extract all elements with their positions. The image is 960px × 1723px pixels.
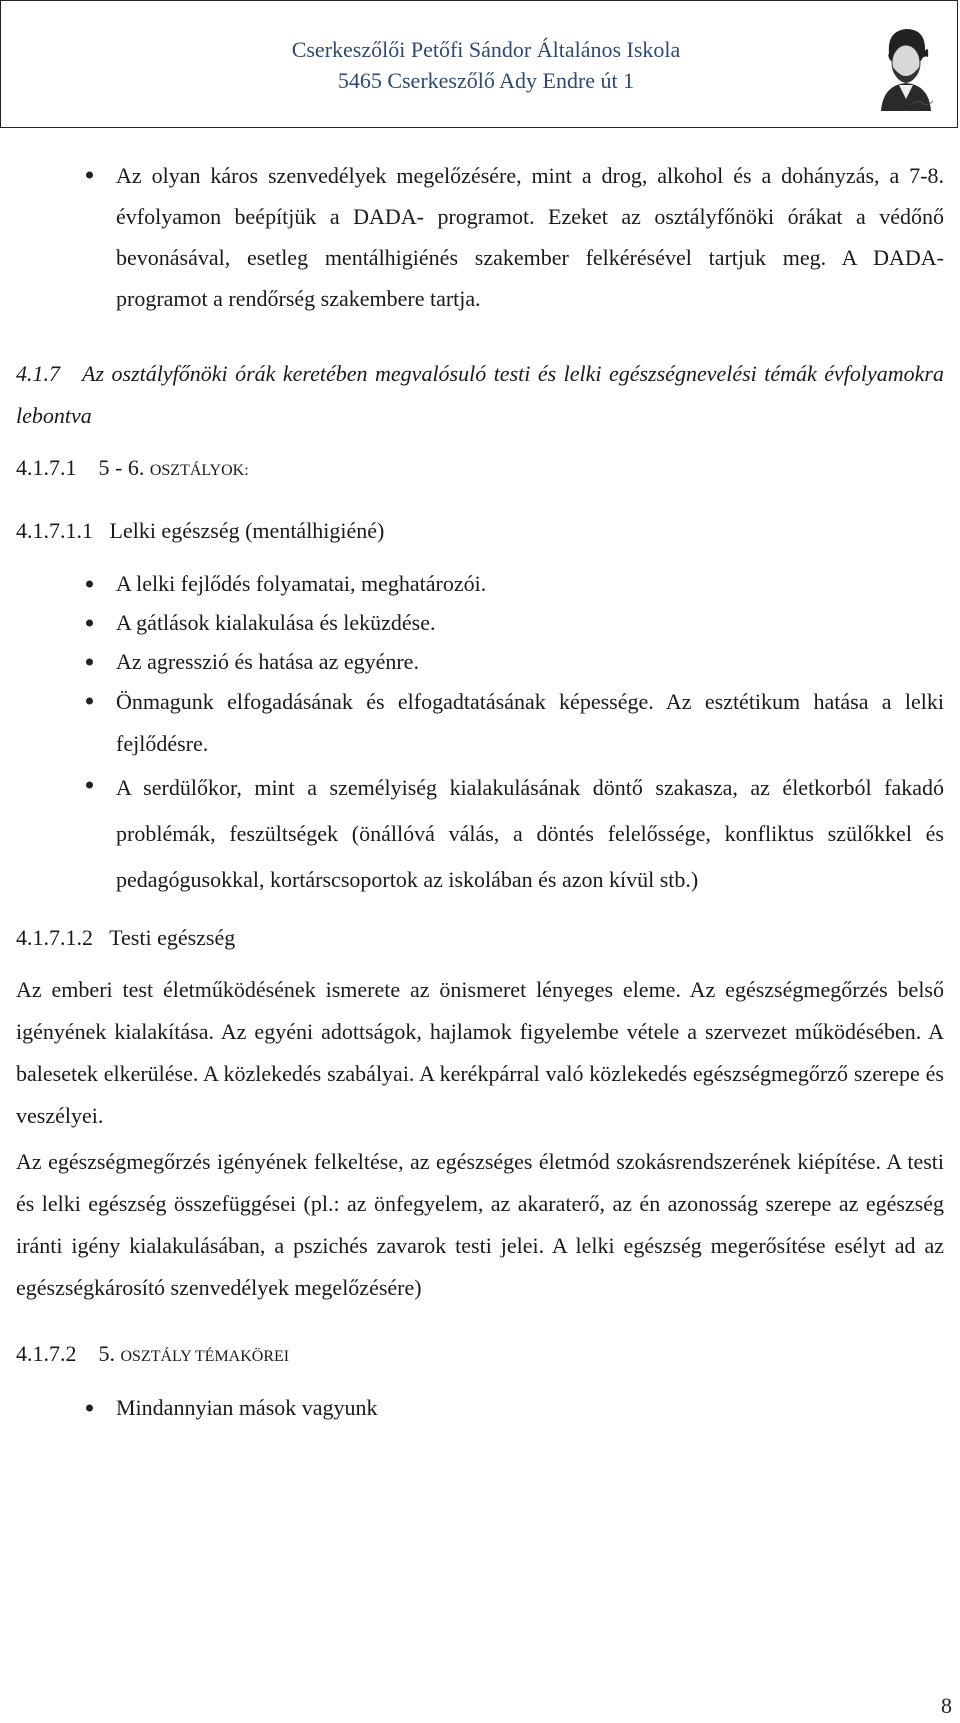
paragraph: Az emberi test életműködésének ismerete az önismeret lényeges eleme. Az egészségmegőrzés belső igényének kialakítása. Az egyéni adottságok, hajlamok figyelembe vétele a szervezet működésében. A balesetek elkerülése. A közlekedés szabályai. A kerékpárral való közlekedés egészségmegőrző szerepe és veszélyei. [16, 977, 944, 1128]
heading-title-prefix: 5 - 6. [98, 455, 145, 480]
heading-title: Az osztályfőnöki órák keretében megvalósuló testi és lelki egészségnevelési témák évfolyamokra lebontva [16, 361, 944, 428]
heading-number: 4.1.7 [16, 361, 60, 386]
mental-health-list [16, 564, 944, 903]
heading-title-prefix: 5. [98, 1341, 115, 1366]
page-number: 8 [941, 1693, 952, 1718]
bullet-dot [86, 782, 93, 789]
portrait-icon [871, 23, 941, 111]
bullet-dot [86, 172, 93, 179]
list-item-text: A serdülőkor, mint a személyiség kialakulásának döntő szakasza, az életkorból fakadó problémák, feszültségek (önállóvá válás, a döntés felelőssége, konfliktus szülőkkel és pedagógusokkal, kortárscsoportok az iskolában és azon kívül stb.) [116, 775, 944, 892]
intro-bullet-item [16, 155, 944, 319]
list-item [16, 765, 944, 903]
list-item [16, 1388, 944, 1428]
list-item [16, 642, 944, 681]
heading-title-smallcaps: OSZTÁLYOK: [149, 462, 249, 479]
paragraph: Az egészségmegőrzés igényének felkeltése, az egészséges életmód szokásrendszerének kiépítése. A testi és lelki egészség összefüggései (pl.: az önfegyelem, az akaraterő, az én azonosság szerepe az egészség iránti igény kialakulásában, a pszichés zavarok testi jelei. A lelki egészség megerősítése esélyt ad az egészségkárosító szenvedélyek megelőzésére) [16, 1149, 944, 1300]
heading-title: Testi egészség [109, 925, 236, 950]
heading-4-1-7 [16, 353, 944, 437]
list-item-text: Mindannyian mások vagyunk [116, 1395, 378, 1420]
document-body [16, 155, 944, 1428]
heading-number: 4.1.7.2 [16, 1341, 77, 1366]
school-address: 5465 Cserkeszőlő Ady Endre út 1 [337, 68, 635, 93]
school-name: Cserkeszőlői Petőfi Sándor Általános Iskola [291, 37, 681, 62]
page-header [0, 0, 958, 128]
list-item [16, 603, 944, 642]
heading-number: 4.1.7.1 [16, 455, 77, 480]
intro-bullet-text: Az olyan káros szenvedélyek megelőzésére, mint a drog, alkohol és a dohányzás, a 7-8. évfolyamon beépítjük a DADA- programot. Ezeket az osztályfőnöki órákat a védőnő bevonásával, esetleg mentálhigiénés szakember felkérésével tartjuk meg. A DADA- programot a rendőrség szakembere tartja. [116, 163, 944, 311]
list-item [16, 681, 944, 765]
list-item-text: A lelki fejlődés folyamatai, meghatározói. [116, 571, 487, 596]
list-item-text: A gátlások kialakulása és leküzdése. [116, 610, 436, 635]
bullet-dot [86, 698, 93, 705]
heading-4-1-7-1-2 [16, 923, 944, 953]
heading-number: 4.1.7.1.1 [16, 518, 93, 543]
bullet-dot [86, 659, 93, 666]
heading-title: Lelki egészség (mentálhigiéné) [109, 518, 385, 543]
list-item [16, 564, 944, 603]
list-item-text: Az agresszió és hatása az egyénre. [116, 649, 419, 674]
heading-4-1-7-2 [16, 1339, 944, 1372]
heading-4-1-7-1-1 [16, 516, 944, 546]
class5-topics-list [16, 1388, 944, 1428]
bullet-dot [86, 620, 93, 627]
heading-number: 4.1.7.1.2 [16, 925, 93, 950]
bullet-dot [86, 581, 93, 588]
heading-title-smallcaps: OSZTÁLY TÉMAKÖREI [120, 1348, 290, 1365]
bullet-dot [86, 1405, 93, 1412]
heading-4-1-7-1 [16, 453, 944, 486]
list-item-text: Önmagunk elfogadásának és elfogadtatásának képessége. Az esztétikum hatása a lelki fejlődésre. [116, 689, 944, 756]
